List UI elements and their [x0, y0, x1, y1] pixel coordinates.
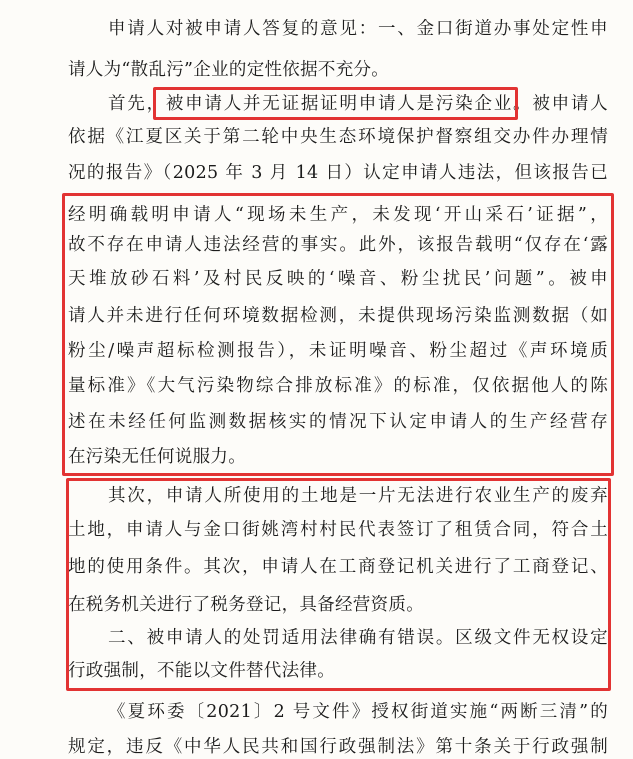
text-line-3: 首先，被申请人并无证据证明申请人是污染企业。被申请人	[108, 94, 608, 114]
text-line-8: 天堆放砂石料’及村民反映的‘噪音、粉尘扰民’问题”。被申	[68, 269, 608, 289]
text-line-10: 粉尘/噪声超标检测报告），未证明噪音、粉尘超过《声环境质	[68, 341, 608, 361]
text-line-11: 量标准》《大气污染物综合排放标准》的标准，仅依据他人的陈	[68, 376, 608, 396]
highlight-box-3	[66, 478, 611, 691]
highlight-box-2	[62, 193, 614, 476]
text-line-1: 申请人对被申请人答复的意见：一、金口街道办事处定性申	[108, 19, 608, 39]
text-line-5: 况的报告》（2025 年 3 月 14 日）认定申请人违法，但该报告已	[68, 163, 608, 183]
text-line-17: 在税务机关进行了税务登记，具备经营资质。	[68, 595, 424, 615]
text-line-15: 土地，申请人与金口街姚湾村村民代表签订了租赁合同，符合土	[68, 520, 608, 540]
text-line-16: 地的使用条件。其次，申请人在工商登记机关进行了工商登记、	[68, 557, 608, 577]
text-line-4: 依据《江夏区关于第二轮中央生态环境保护督察组交办件办理情	[68, 127, 608, 147]
text-line-21: 规定，违反《中华人民共和国行政强制法》第十条关于行政强制	[68, 737, 608, 757]
text-line-14: 其次，申请人所使用的土地是一片无法进行农业生产的废弃	[108, 486, 608, 506]
highlight-box-1	[153, 87, 518, 120]
text-line-2: 请人为“散乱污”企业的定性依据不充分。	[68, 60, 390, 80]
text-line-6: 经明确载明申请人“现场未生产，未发现‘开山采石’证据”，	[68, 205, 608, 225]
text-line-18: 二、被申请人的处罚适用法律确有错误。区级文件无权设定	[108, 628, 608, 648]
text-line-7: 故不存在申请人违法经营的事实。此外，该报告载明“仅存在‘露	[68, 235, 608, 255]
text-line-19: 行政强制，不能以文件替代法律。	[68, 661, 335, 681]
text-line-13: 在污染无任何说服力。	[68, 447, 246, 467]
text-line-9: 请人并未进行任何环境数据检测，未提供现场污染监测数据（如	[68, 306, 608, 326]
text-line-12: 述在未经任何监测数据核实的情况下认定申请人的生产经营存	[68, 412, 608, 432]
text-line-20: 《夏环委〔2021〕2 号文件》授权街道实施“两断三清”的	[108, 702, 608, 722]
